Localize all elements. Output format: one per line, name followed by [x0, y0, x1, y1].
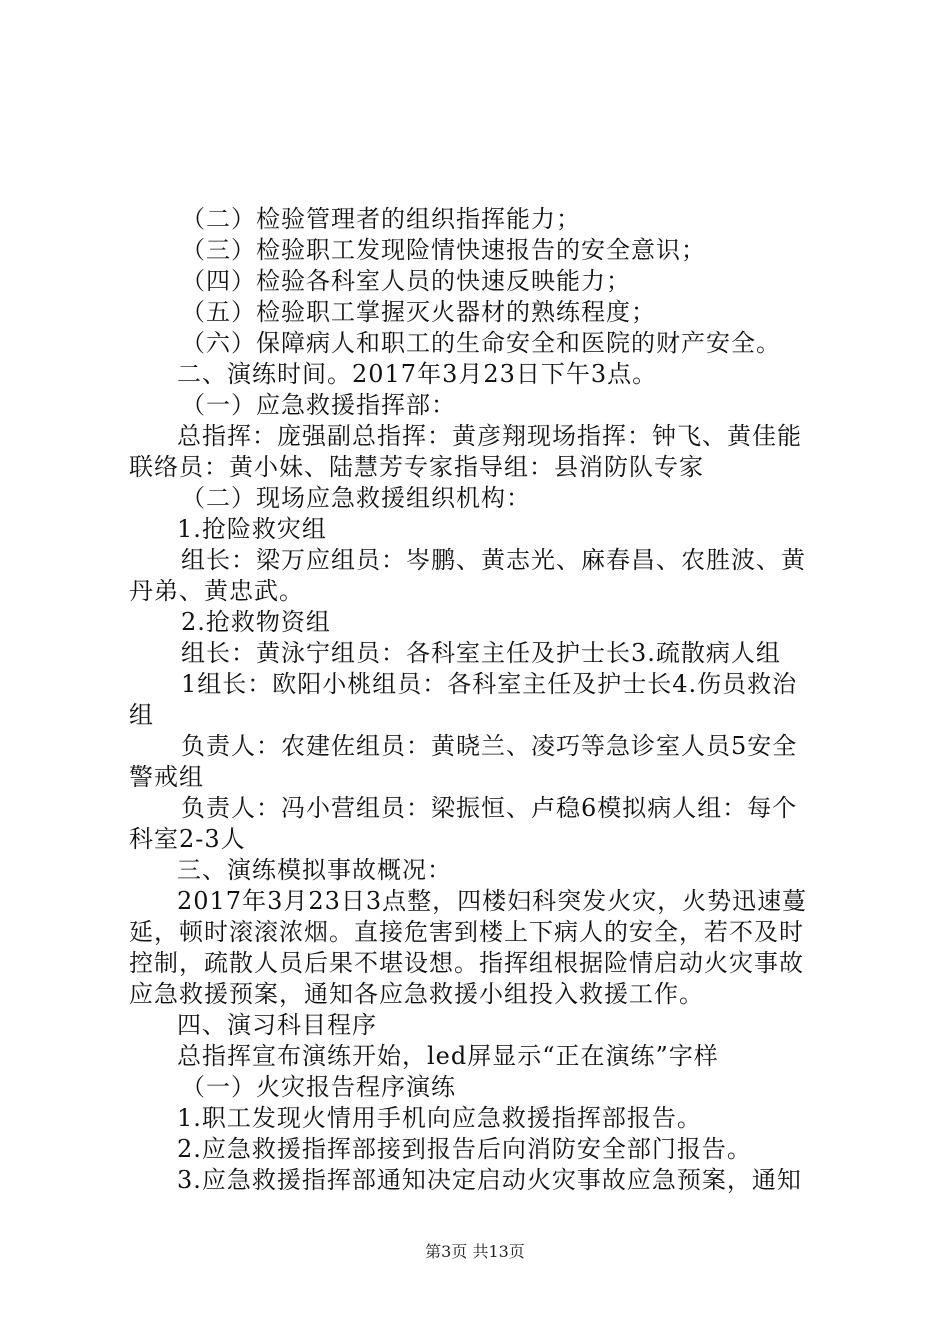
document-line: （四）检验各科室人员的快速反映能力；	[181, 267, 631, 295]
document-line: （三）检验职工发现险情快速报告的安全意识；	[181, 236, 706, 264]
document-line: 2.应急救援指挥部接到报告后向消防安全部门报告。	[177, 1135, 752, 1163]
document-line: 2017年3月23日3点整，四楼妇科突发火灾，火势迅速蔓	[177, 887, 808, 915]
document-line: 1.抢险救灾组	[177, 515, 327, 543]
document-line: 组	[129, 701, 154, 729]
document-line: 延，顿时滚滚浓烟。直接危害到楼上下病人的安全，若不及时	[129, 918, 804, 946]
document-line: 组长：黄泳宁组员：各科室主任及护士长3.疏散病人组	[181, 639, 781, 667]
document-line: （一）火灾报告程序演练	[181, 1073, 456, 1101]
document-body	[129, 204, 829, 1196]
document-line: 负责人：冯小营组员：梁振恒、卢稳6模拟病人组：每个	[181, 794, 798, 822]
document-line: 2.抢救物资组	[181, 608, 331, 636]
document-line: 应急救援预案，通知各应急救援小组投入救援工作。	[129, 980, 704, 1008]
document-line: 丹弟、黄忠武。	[129, 577, 304, 605]
document-line: （六）保障病人和职工的生命安全和医院的财产安全。	[181, 329, 781, 357]
document-line: 四、演习科目程序	[177, 1011, 377, 1039]
document-line: 3.应急救援指挥部通知决定启动火灾事故应急预案，通知	[177, 1166, 802, 1194]
document-line: 1.职工发现火情用手机向应急救援指挥部报告。	[177, 1104, 702, 1132]
document-line: （五）检验职工掌握灭火器材的熟练程度；	[181, 298, 656, 326]
document-line: 总指挥：庞强副总指挥：黄彦翔现场指挥：钟飞、黄佳能	[177, 422, 802, 450]
document-line: 负责人：农建佐组员：黄晓兰、凌巧等急诊室人员5安全	[181, 732, 798, 760]
document-line: （二）检验管理者的组织指挥能力；	[181, 205, 581, 233]
document-line: 警戒组	[129, 763, 204, 791]
document-line: （一）应急救援指挥部：	[181, 391, 456, 419]
document-line: 1组长：欧阳小桃组员：各科室主任及护士长4.伤员救治	[181, 670, 798, 698]
document-line: 三、演练模拟事故概况：	[177, 856, 452, 884]
document-line: 科室2-3人	[129, 825, 246, 853]
document-line: 组长：梁万应组员：岑鹏、黄志光、麻春昌、农胜波、黄	[181, 546, 806, 574]
document-line: （二）现场应急救援组织机构：	[181, 484, 531, 512]
document-line: 总指挥宣布演练开始，led屏显示“正在演练”字样	[177, 1042, 719, 1070]
page-footer: 第3页 共13页	[425, 1242, 525, 1261]
document-line: 联络员：黄小妹、陆慧芳专家指导组：县消防队专家	[129, 453, 704, 481]
document-line: 控制，疏散人员后果不堪设想。指挥组根据险情启动火灾事故	[129, 949, 804, 977]
document-line: 二、演练时间。2017年3月23日下午3点。	[177, 360, 658, 388]
